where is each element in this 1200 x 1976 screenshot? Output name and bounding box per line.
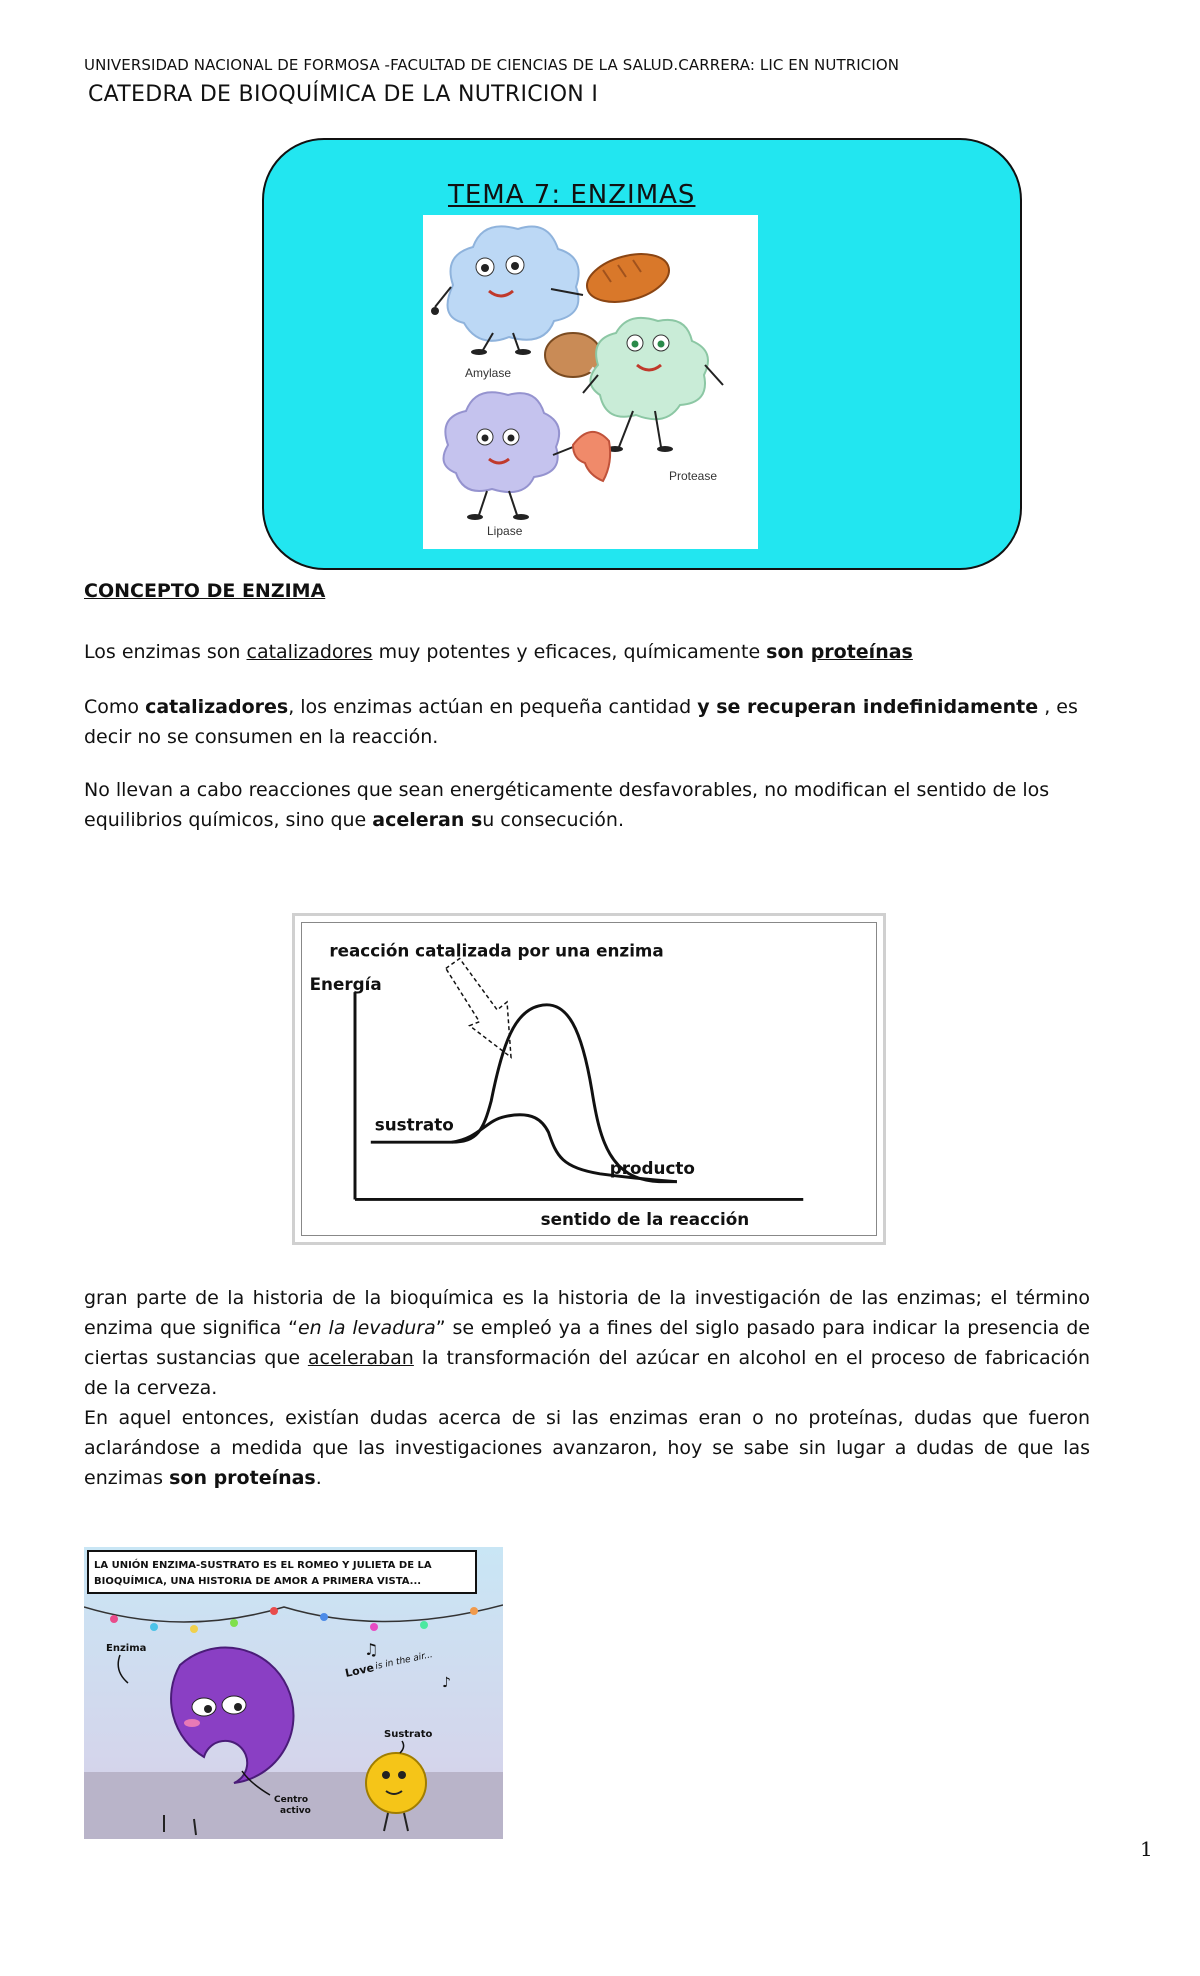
energy-diagram bbox=[292, 913, 886, 1245]
enzymes-illustration bbox=[423, 215, 758, 549]
page-number: 1 bbox=[1140, 1837, 1153, 1861]
amylase-label: Amylase bbox=[465, 366, 512, 380]
active-site-label-2: activo bbox=[280, 1806, 311, 1816]
diagram-ylabel: Energía bbox=[309, 974, 382, 995]
salmon-icon bbox=[573, 432, 610, 481]
product-label: producto bbox=[609, 1157, 695, 1178]
song-text-love: Love bbox=[343, 1661, 376, 1680]
bread-icon bbox=[582, 246, 675, 310]
section-heading: CONCEPTO DE ENZIMA bbox=[84, 580, 326, 602]
protease-character bbox=[583, 318, 723, 452]
enzyme-substrate-comic bbox=[84, 1547, 503, 1839]
song-text-rest: is in the air... bbox=[374, 1650, 434, 1672]
diagram-caption: reacción catalizada por una enzima bbox=[329, 940, 664, 961]
lipase-label: Lipase bbox=[487, 524, 523, 538]
paragraph-catalysts: Como catalizadores, los enzimas actúan en pequeña cantidad y se recuperan indefinidamente , es decir no se consumen en la reacción. bbox=[84, 696, 1078, 748]
course-header: CATEDRA DE BIOQUÍMICA DE LA NUTRICION I bbox=[88, 82, 599, 107]
lipase-character bbox=[444, 392, 574, 520]
substrate-label-comic: Sustrato bbox=[384, 1729, 433, 1740]
music-note-icon: ♫ bbox=[364, 1640, 379, 1659]
comic-caption-line2: BIOQUÍMICA, UNA HISTORIA DE AMOR A PRIMERA VISTA... bbox=[94, 1576, 422, 1587]
substrate-label: sustrato bbox=[374, 1114, 454, 1135]
active-site-label-1: Centro bbox=[274, 1795, 309, 1805]
paragraph-proteins: En aquel entonces, existían dudas acerca de si las enzimas eran o no proteínas, dudas que fueron aclarándose a medida que las investigaciones avanzaron, hoy se sabe sin lugar a dudas de que las enzimas son proteínas. bbox=[84, 1407, 1090, 1489]
paragraph-equilibrium: No llevan a cabo reacciones que sean energéticamente desfavorables, no modifican el sentido de los equilibrios químicos, sino que aceleran su consecución. bbox=[84, 779, 1050, 831]
university-header: UNIVERSIDAD NACIONAL DE FORMOSA -FACULTAD DE CIENCIAS DE LA SALUD.CARRERA: LIC EN NUTRICION bbox=[84, 56, 900, 74]
pointer-arrow bbox=[446, 959, 511, 1058]
uncatalyzed-curve bbox=[371, 1005, 677, 1182]
protease-label: Protease bbox=[669, 469, 718, 483]
paragraph-definition: Los enzimas son catalizadores muy potentes y eficaces, químicamente son proteínas bbox=[84, 641, 913, 663]
comic-caption-line1: LA UNIÓN ENZIMA-SUSTRATO ES EL ROMEO Y JULIETA DE LA bbox=[94, 1560, 432, 1571]
substrate-character bbox=[366, 1753, 426, 1813]
enzyme-label: Enzima bbox=[106, 1643, 147, 1654]
diagram-xlabel: sentido de la reacción bbox=[540, 1209, 750, 1230]
music-note-icon: ♪ bbox=[442, 1675, 451, 1691]
paragraph-history: gran parte de la historia de la bioquímica es la historia de la investigación de las enzimas; el término enzima que significa “en la levadura” se empleó ya a fines del siglo pasado para indicar la presencia de ciertas sustancias que aceleraban la transformación del azúcar en alcohol en el proceso de fabricación de la cerveza. bbox=[84, 1287, 1090, 1399]
topic-title: TEMA 7: ENZIMAS bbox=[448, 180, 696, 210]
